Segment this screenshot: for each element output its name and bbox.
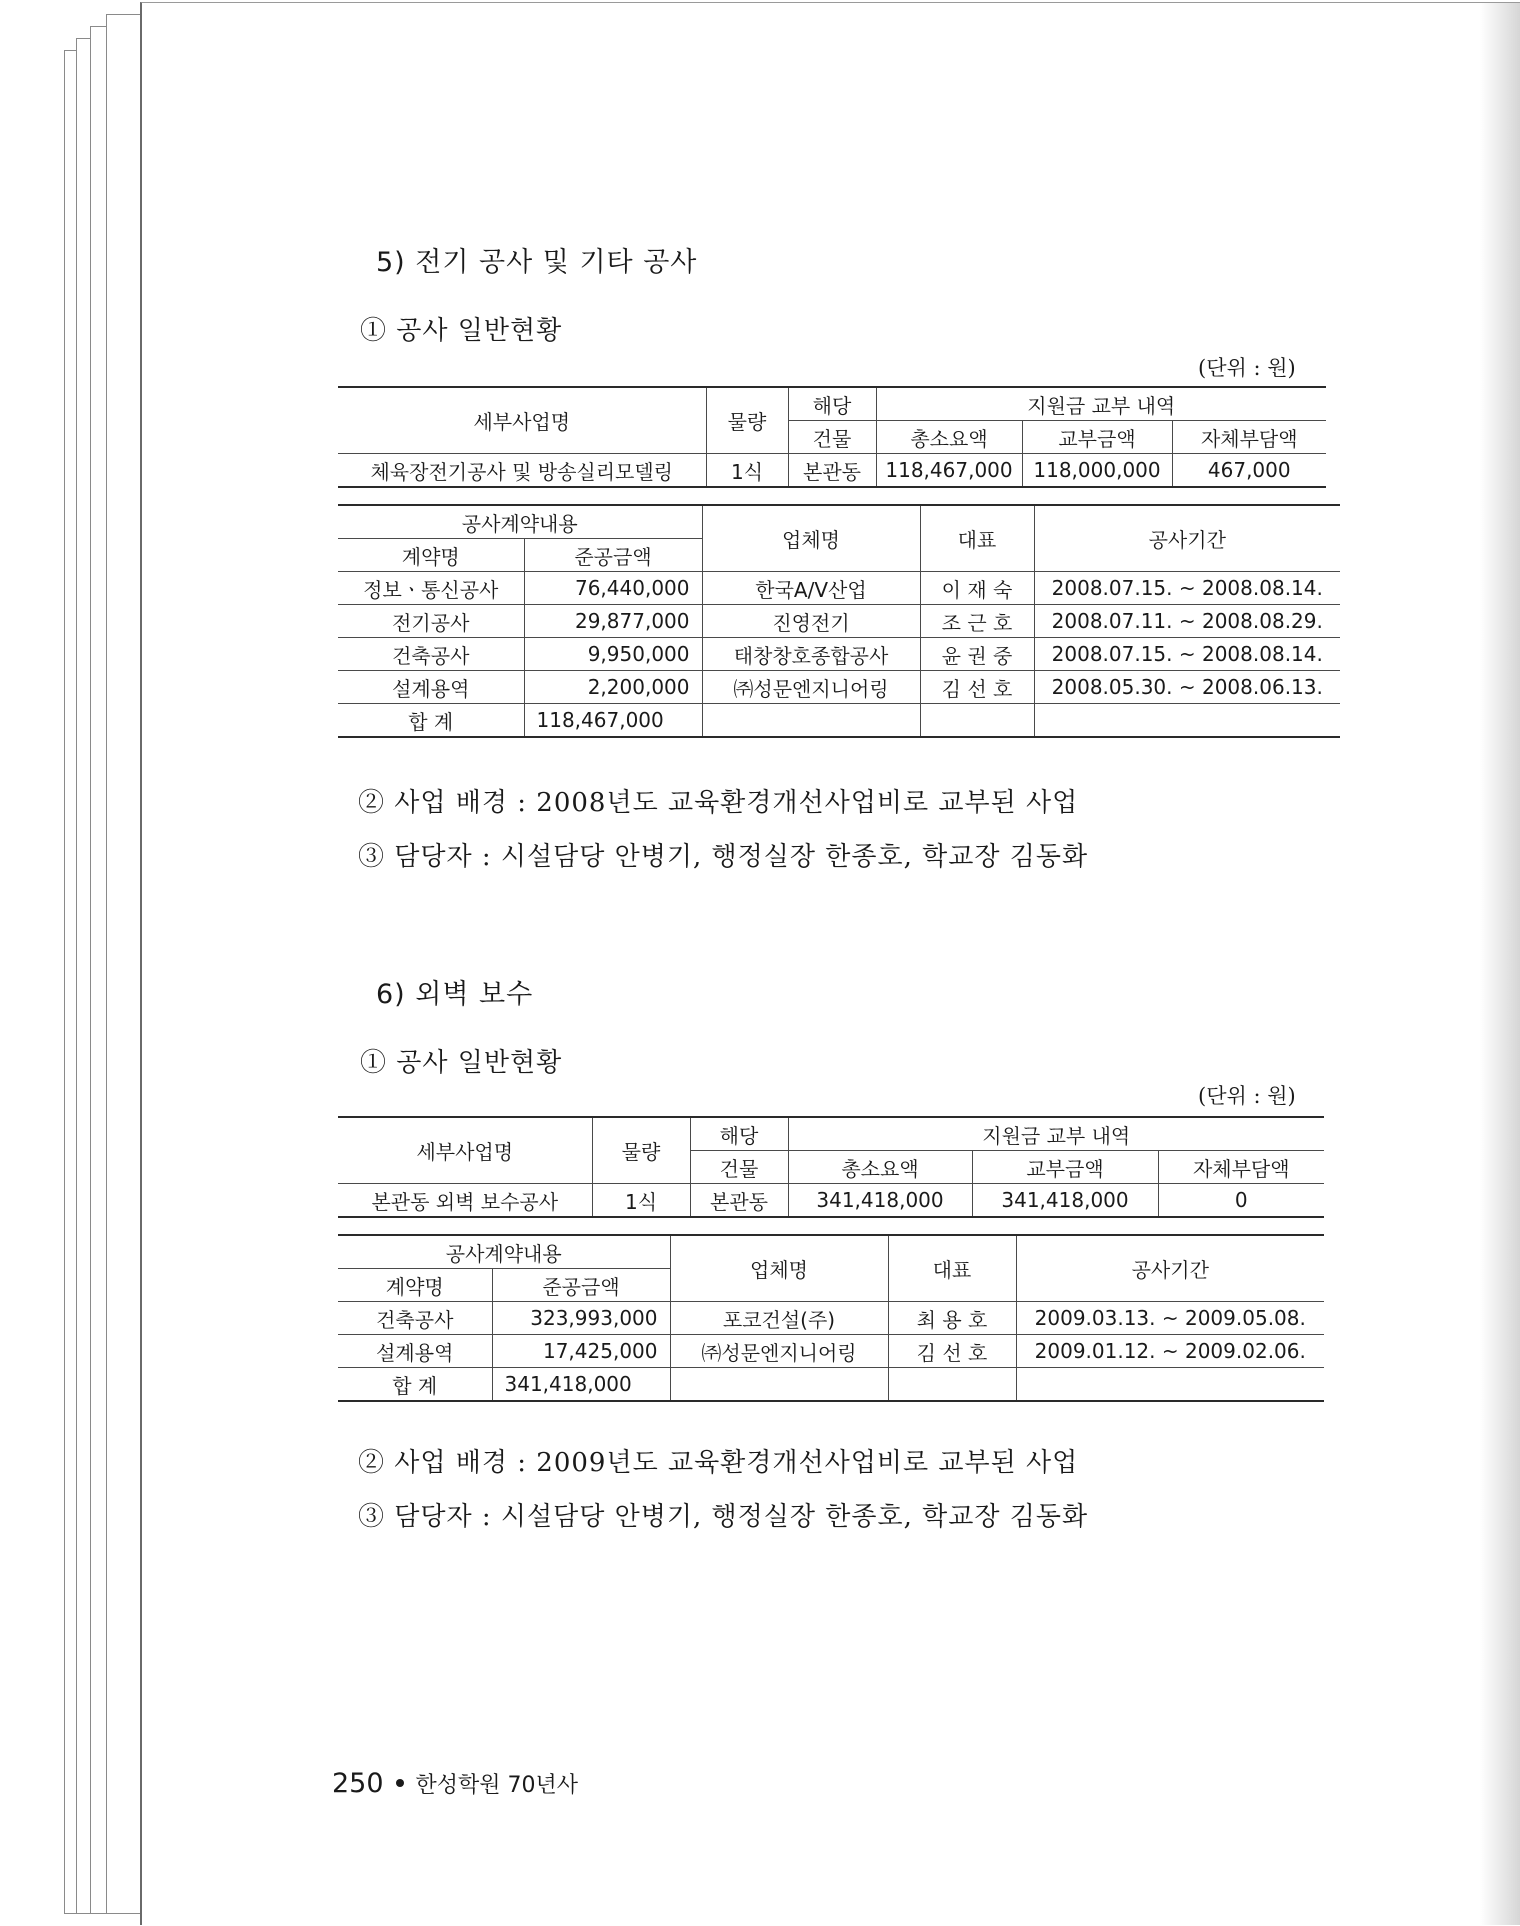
cell-amount: 2,200,000 <box>524 671 702 704</box>
header-contract-name: 계약명 <box>338 539 524 572</box>
cell-rep: 최 용 호 <box>888 1302 1016 1335</box>
cell-empty <box>670 1368 888 1402</box>
header-period: 공사기간 <box>1016 1235 1324 1302</box>
header-name: 세부사업명 <box>338 1117 592 1184</box>
cell-sum-amount: 118,467,000 <box>524 704 702 738</box>
cell-grant: 118,000,000 <box>1022 454 1172 488</box>
table-row-sum <box>338 704 1340 738</box>
header-support: 지원금 교부 내역 <box>876 387 1326 421</box>
section-5-overview-table <box>338 386 1326 488</box>
header-company: 업체명 <box>670 1235 888 1302</box>
section-5-subtitle: ① 공사 일반현황 <box>360 316 563 346</box>
table-row <box>338 1302 1324 1335</box>
header-building-2: 건물 <box>788 421 876 454</box>
cell-qty: 1식 <box>706 454 788 488</box>
section-6-background: ② 사업 배경 : 2009년도 교육환경개선사업비로 교부된 사업 <box>358 1448 1079 1478</box>
cell-sum-amount: 341,418,000 <box>492 1368 670 1402</box>
header-building-1: 해당 <box>788 387 876 421</box>
header-contract: 공사계약내용 <box>338 1235 670 1269</box>
cell-period: 2009.01.12. ~ 2009.02.06. <box>1016 1335 1324 1368</box>
cell-contract-name: 전기공사 <box>338 605 524 638</box>
section-6-unit: (단위 : 원) <box>1198 1084 1296 1108</box>
section-5-title: 5) 전기 공사 및 기타 공사 <box>376 247 698 278</box>
cell-contract-name: 설계용역 <box>338 1335 492 1368</box>
header-contract-name: 계약명 <box>338 1269 492 1302</box>
section-6-title: 6) 외벽 보수 <box>376 979 534 1010</box>
table-row <box>338 638 1340 671</box>
bullet-dot-icon <box>396 1779 404 1787</box>
cell-self: 0 <box>1158 1184 1324 1218</box>
cell-empty <box>702 704 920 738</box>
table-row <box>338 572 1340 605</box>
header-self: 자체부담액 <box>1158 1151 1324 1184</box>
table-row-sum <box>338 1368 1324 1402</box>
header-grant: 교부금액 <box>972 1151 1158 1184</box>
header-grant: 교부금액 <box>1022 421 1172 454</box>
page-shadow <box>1480 3 1520 1925</box>
header-total: 총소요액 <box>788 1151 972 1184</box>
header-building-2: 건물 <box>690 1151 788 1184</box>
cell-empty <box>1034 704 1340 738</box>
cell-company: 한국A/V산업 <box>702 572 920 605</box>
cell-building: 본관동 <box>788 454 876 488</box>
cell-contract-name: 설계용역 <box>338 671 524 704</box>
cell-rep: 이 재 숙 <box>920 572 1034 605</box>
cell-period: 2008.07.15. ~ 2008.08.14. <box>1034 572 1340 605</box>
header-amount: 준공금액 <box>492 1269 670 1302</box>
cell-rep: 윤 권 중 <box>920 638 1034 671</box>
cell-period: 2008.07.15. ~ 2008.08.14. <box>1034 638 1340 671</box>
header-rep: 대표 <box>888 1235 1016 1302</box>
header-name: 세부사업명 <box>338 387 706 454</box>
cell-amount: 17,425,000 <box>492 1335 670 1368</box>
cell-sum-label: 합 계 <box>338 704 524 738</box>
header-company: 업체명 <box>702 505 920 572</box>
cell-rep: 조 근 호 <box>920 605 1034 638</box>
header-building-1: 해당 <box>690 1117 788 1151</box>
cell-period: 2008.05.30. ~ 2008.06.13. <box>1034 671 1340 704</box>
header-qty: 물량 <box>592 1117 690 1184</box>
cell-period: 2008.07.11. ~ 2008.08.29. <box>1034 605 1340 638</box>
cell-contract-name: 정보ㆍ통신공사 <box>338 572 524 605</box>
cell-sum-label: 합 계 <box>338 1368 492 1402</box>
header-amount: 준공금액 <box>524 539 702 572</box>
cell-period: 2009.03.13. ~ 2009.05.08. <box>1016 1302 1324 1335</box>
table-row <box>338 1184 1324 1218</box>
table-row <box>338 671 1340 704</box>
cell-name: 본관동 외벽 보수공사 <box>338 1184 592 1218</box>
cell-rep: 김 선 호 <box>888 1335 1016 1368</box>
cell-qty: 1식 <box>592 1184 690 1218</box>
cell-amount: 76,440,000 <box>524 572 702 605</box>
cell-total: 341,418,000 <box>788 1184 972 1218</box>
cell-empty <box>1016 1368 1324 1402</box>
cell-contract-name: 건축공사 <box>338 1302 492 1335</box>
table-row <box>338 454 1326 488</box>
cell-company: 포코건설(주) <box>670 1302 888 1335</box>
table-row <box>338 605 1340 638</box>
cell-empty <box>920 704 1034 738</box>
cell-company: ㈜성문엔지니어링 <box>702 671 920 704</box>
section-6-contract-table <box>338 1234 1324 1402</box>
header-period: 공사기간 <box>1034 505 1340 572</box>
header-self: 자체부담액 <box>1172 421 1326 454</box>
cell-contract-name: 건축공사 <box>338 638 524 671</box>
header-total: 총소요액 <box>876 421 1022 454</box>
book-title: 한성학원 70년사 <box>415 1773 579 1798</box>
cell-building: 본관동 <box>690 1184 788 1218</box>
header-rep: 대표 <box>920 505 1034 572</box>
section-6-overview-table <box>338 1116 1324 1218</box>
cell-amount: 9,950,000 <box>524 638 702 671</box>
section-5-contract-table <box>338 504 1340 738</box>
section-5-unit: (단위 : 원) <box>1198 356 1296 380</box>
section-5-background: ② 사업 배경 : 2008년도 교육환경개선사업비로 교부된 사업 <box>358 788 1079 818</box>
header-support: 지원금 교부 내역 <box>788 1117 1324 1151</box>
cell-self: 467,000 <box>1172 454 1326 488</box>
cell-total: 118,467,000 <box>876 454 1022 488</box>
cell-company: ㈜성문엔지니어링 <box>670 1335 888 1368</box>
cell-company: 태창창호종합공사 <box>702 638 920 671</box>
cell-name: 체육장전기공사 및 방송실리모델링 <box>338 454 706 488</box>
section-6-manager: ③ 담당자 : 시설담당 안병기, 행정실장 한종호, 학교장 김동화 <box>358 1502 1089 1532</box>
header-qty: 물량 <box>706 387 788 454</box>
cell-company: 진영전기 <box>702 605 920 638</box>
cell-empty <box>888 1368 1016 1402</box>
page-number: 250 <box>332 1768 384 1799</box>
header-contract: 공사계약내용 <box>338 505 702 539</box>
cell-amount: 29,877,000 <box>524 605 702 638</box>
section-6-subtitle: ① 공사 일반현황 <box>360 1048 563 1078</box>
cell-amount: 323,993,000 <box>492 1302 670 1335</box>
section-5-manager: ③ 담당자 : 시설담당 안병기, 행정실장 한종호, 학교장 김동화 <box>358 842 1089 872</box>
page-footer <box>332 1768 578 1799</box>
cell-rep: 김 선 호 <box>920 671 1034 704</box>
table-row <box>338 1335 1324 1368</box>
book-page <box>140 2 1520 1925</box>
cell-grant: 341,418,000 <box>972 1184 1158 1218</box>
